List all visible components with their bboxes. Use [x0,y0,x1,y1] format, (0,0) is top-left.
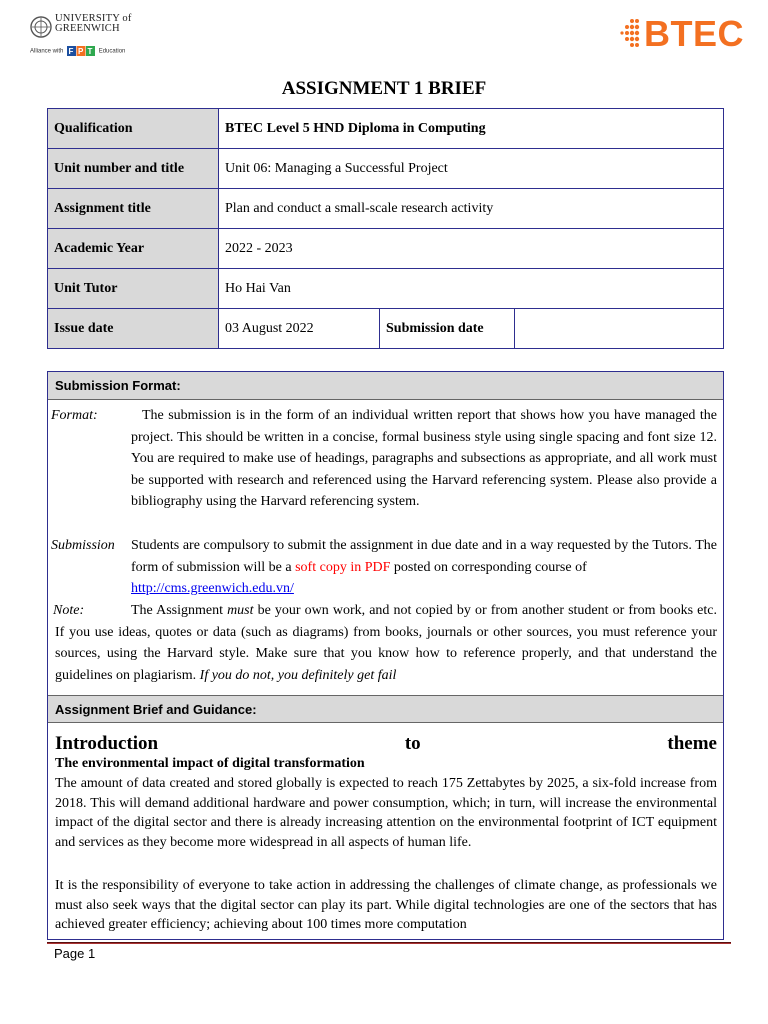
intro-heading: Introduction to theme [55,733,717,754]
btec-logo: BTEC [614,14,744,54]
table-row [48,149,724,189]
table-row [48,269,724,309]
submission-format-heading: Submission Format: [48,372,723,400]
guidance-paragraph-1: The amount of data created and stored globally is expected to reach 175 Zettabytes by 2025, a six-fold increase from 2018. This will demand additional hardware and power consumption, which; in turn, will increase the environmental impact of the digital sector and there is already increasing attention on the environmental footprint of ICT equipment and services as they become more widespread in all aspects of human life. [55,776,717,850]
svg-text:T: T [87,47,93,56]
submission-text: Students are compulsory to submit the assignment in due date and in a way requested by the Tutors. The form of submission will be a soft copy in PDF posted on corresponding course of http://cms.greenwich.edu.vn/ [131,538,717,597]
svg-text:F: F [68,47,74,56]
soft-copy-highlight: soft copy in PDF [295,559,391,575]
guidance-heading: Assignment Brief and Guidance: [48,695,723,723]
assignment-info-table [47,108,724,349]
table-row [48,189,724,229]
unit-label: Unit number and title [48,149,219,189]
assignment-title-label: Assignment title [48,189,219,229]
table-row [48,109,724,149]
table-row [48,309,724,349]
fail-warning: If you do not, you definitely get fail [199,667,397,683]
unit-value: Unit 06: Managing a Successful Project [219,149,724,189]
document-title: ASSIGNMENT 1 BRIEF [281,78,487,99]
btec-dots-icon [614,18,640,50]
crest-icon [30,16,52,38]
qualification-value: BTEC Level 5 HND Diploma in Computing [219,109,724,149]
university-name: UNIVERSITY of GREENWICH [55,13,132,34]
table-row [48,229,724,269]
format-text: The submission is in the form of an individual written report that shows how you have managed the project. This should be written in a concise, formal business style using single spacing and font size 12. You are required to make use of headings, paragraphs and subsections as appropriate, and all work must be supported with research and referenced using the Harvard referencing system. Please also provide a bibliography using the Harvard referencing system. [131,408,717,510]
academic-year-label: Academic Year [48,229,219,269]
unit-tutor-label: Unit Tutor [48,269,219,309]
guidance-paragraph-2: It is the responsibility of everyone to take action in addressing the challenges of climate change, as professionals we must also seek ways that the digital sector can play its part. While digital technologies are one of the sectors that has achieved greater efficiency; achieving about 100 times more computation [55,878,717,933]
issue-date-label: Issue date [48,309,219,349]
submission-date-value [515,309,724,349]
alliance-line: Alliance with F P T Education [30,47,126,56]
cms-link[interactable]: http://cms.greenwich.edu.vn/ [131,581,294,597]
footer-rule [47,942,731,944]
submission-tag: Submission [51,538,115,553]
note-tag: Note: [53,603,85,618]
note-text: The Assignment must be your own work, and not copied by or from another student or from books etc. If you use ideas, quotes or data (such as diagrams) from books, journals or other sources, you must reference your sources, using the Harvard style. Make sure that you know how to reference properly, and that understand the guidelines on plagiarism. If you do not, you definitely get fail [55,603,718,683]
fpt-logo [67,46,95,56]
theme-subheading: The environmental impact of digital transformation [55,756,365,771]
brief-box [47,371,724,940]
page-number: Page 1 [54,946,96,961]
issue-date-value: 03 August 2022 [219,309,380,349]
university-of-greenwich-logo [30,14,150,62]
format-tag: Format: [51,408,98,423]
qualification-label: Qualification [48,109,219,149]
assignment-title-value: Plan and conduct a small-scale research activity [219,189,724,229]
svg-text:P: P [78,47,84,56]
unit-tutor-value: Ho Hai Van [219,269,724,309]
submission-date-label: Submission date [380,309,515,349]
academic-year-value: 2022 - 2023 [219,229,724,269]
